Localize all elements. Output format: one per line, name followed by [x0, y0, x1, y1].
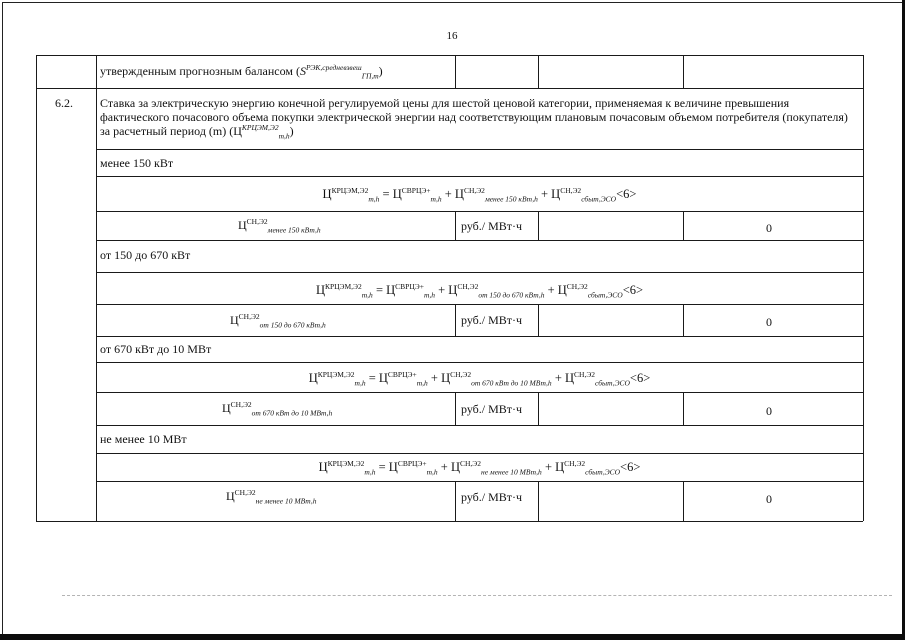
section-heading: менее 150 кВт — [100, 156, 174, 170]
unit-label: руб./ МВт·ч — [461, 313, 523, 327]
value-cell: 0 — [766, 221, 772, 235]
unit-label: руб./ МВт·ч — [461, 402, 523, 416]
prev-row-text: утвержденным прогнозным балансом $(S^{РЭК,средневзвеш}_{ГП,m})$ — [100, 63, 383, 81]
param-symbol: $Ц^{СН,Э2}_{менее 150 кВт,h}$ — [238, 217, 321, 235]
formula: $Ц^{КРЦЭМ,Э2}_{m,h} = Ц^{СВРЦЭ+}_{m,h} + Ц^{СН,Э2}_{менее 150 кВт,h} + Ц^{СН,Э2}_{сбыт,ЭСО}<6>$ — [322, 185, 637, 204]
footer-divider — [62, 595, 892, 596]
formula: $Ц^{КРЦЭМ,Э2}_{m,h} = Ц^{СВРЦЭ+}_{m,h} + Ц^{СН,Э2}_{от 670 кВт до 10 МВт,h} + Ц^{СН,Э2}_{сбыт,ЭСО}<6>$ — [308, 369, 651, 388]
row-number: 6.2. — [55, 96, 73, 110]
value-cell: 0 — [766, 404, 772, 418]
formula: $Ц^{КРЦЭМ,Э2}_{m,h} = Ц^{СВРЦЭ+}_{m,h} + Ц^{СН,Э2}_{не менее 10 МВт,h} + Ц^{СН,Э2}_{сбыт,ЭСО}<6>$ — [318, 458, 641, 477]
section-heading: от 150 до 670 кВт — [100, 248, 191, 262]
value-cell: 0 — [766, 315, 772, 329]
page-number: 16 — [446, 30, 458, 42]
param-symbol: $Ц^{СН,Э2}_{не менее 10 МВт,h}$ — [226, 488, 317, 506]
param-symbol: $Ц^{СН,Э2}_{от 670 кВт до 10 МВт,h}$ — [222, 400, 333, 418]
unit-label: руб./ МВт·ч — [461, 219, 523, 233]
param-symbol: $Ц^{СН,Э2}_{от 150 до 670 кВт,h}$ — [230, 312, 326, 330]
unit-label: руб./ МВт·ч — [461, 490, 523, 504]
scan-edge-bottom — [0, 634, 905, 640]
section-heading: от 670 кВт до 10 МВт — [100, 342, 212, 356]
row-description: Ставка за электрическую энергию конечной регулируемой цены для шестой ценовой категории, применяемая к величине превышения фактического почасового объема покупки электрической энергии над соответствующим плановым почасовым объемом потребителя (покупателя) за расчетный период (m) $(Ц^{КРЦЭМ,Э2}_{m,h})$ — [100, 96, 848, 141]
value-cell: 0 — [766, 492, 772, 506]
formula: $Ц^{КРЦЭМ,Э2}_{m,h} = Ц^{СВРЦЭ+}_{m,h} + Ц^{СН,Э2}_{от 150 до 670 кВт,h} + Ц^{СН,Э2}_{сбыт,ЭСО}<6>$ — [315, 281, 644, 300]
section-heading: не менее 10 МВт — [100, 432, 187, 446]
